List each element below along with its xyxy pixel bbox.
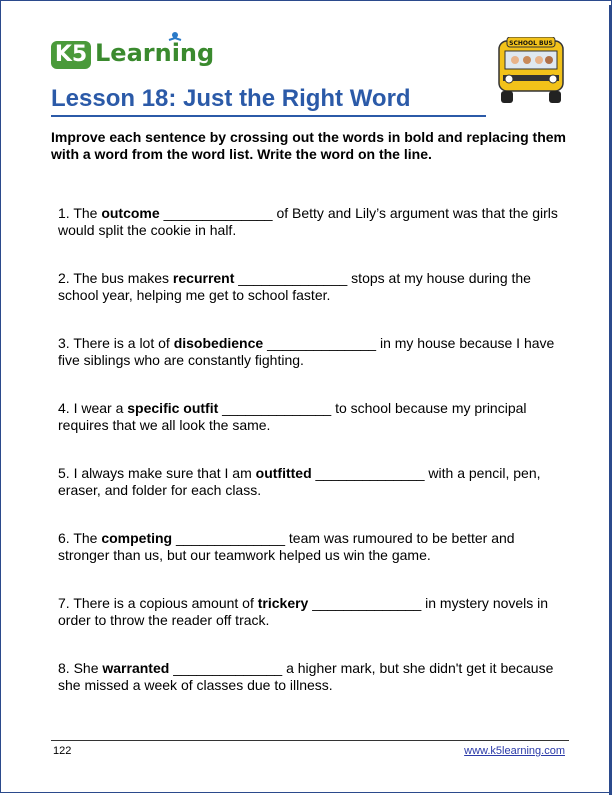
exercise-item — [58, 465, 568, 530]
footer-divider — [51, 740, 569, 741]
sentence-end: a higher mark, but she didn't get it because she missed a week of classes due to illness. — [58, 660, 554, 693]
sentence-end: in my house because I have five siblings who are constantly fighting. — [58, 335, 555, 368]
answer-blank[interactable]: ______________ — [173, 660, 283, 676]
bold-word: recurrent — [172, 270, 235, 286]
page-title: Lesson 18: Just the Right Word — [51, 85, 411, 112]
logo-figure-icon — [167, 31, 183, 47]
bold-word: outfitted — [255, 465, 312, 481]
bold-word: competing — [101, 530, 173, 546]
page-number: 122 — [53, 745, 72, 757]
sentence-start: 3. There is a lot of — [58, 335, 174, 351]
bold-word: disobedience — [173, 335, 264, 351]
sentence-end: in mystery novels in order to throw the reader off track. — [58, 595, 549, 628]
sentence-end: of Betty and Lily’s argument was that the girls would split the cookie in half. — [58, 205, 558, 238]
answer-blank[interactable]: ______________ — [238, 270, 348, 286]
answer-blank[interactable]: ______________ — [176, 530, 286, 546]
bus-sign: SCHOOL BUS — [509, 40, 553, 47]
sentence-end: team was rumoured to be better and stronger than us, but our teamwork helped us win the game. — [58, 530, 515, 563]
answer-blank[interactable]: ______________ — [267, 335, 377, 351]
sentence-start: 6. The — [58, 530, 102, 546]
exercise-item — [58, 400, 568, 465]
logo-learning-text: Learning — [95, 39, 215, 67]
title-underline — [51, 115, 486, 117]
exercise-item — [58, 530, 568, 595]
sentence-start: 8. She — [58, 660, 103, 676]
website-link[interactable]: www.k5learning.com — [464, 745, 565, 757]
bold-word: trickery — [257, 595, 309, 611]
sentence-start: 7. There is a copious amount of — [58, 595, 258, 611]
answer-blank[interactable]: ______________ — [222, 400, 332, 416]
bold-word: warranted — [102, 660, 170, 676]
sentence-end: with a pencil, pen, eraser, and folder for each class. — [58, 465, 541, 498]
sentence-start: 5. I always make sure that I am — [58, 465, 256, 481]
exercise-list — [58, 205, 568, 725]
sentence-end: stops at my house during the school year, helping me get to school faster. — [58, 270, 531, 303]
answer-blank[interactable]: ______________ — [312, 595, 422, 611]
logo-k5-box: K5 — [51, 41, 91, 69]
school-bus-icon — [493, 37, 569, 107]
exercise-item — [58, 335, 568, 400]
exercise-item — [58, 660, 568, 725]
exercise-item — [58, 205, 568, 270]
sentence-start: 1. The — [58, 205, 102, 221]
k5-learning-logo — [51, 37, 215, 75]
exercise-item — [58, 595, 568, 660]
exercise-item — [58, 270, 568, 335]
answer-blank[interactable]: ______________ — [315, 465, 425, 481]
bold-word: specific outfit — [127, 400, 219, 416]
sentence-end: to school because my principal requires that we all look the same. — [58, 400, 527, 433]
answer-blank[interactable]: ______________ — [163, 205, 273, 221]
bold-word: outcome — [101, 205, 160, 221]
instructions: Improve each sentence by crossing out the words in bold and replacing them with a word from the word list. Write the word on the line. — [51, 129, 566, 162]
sentence-start: 4. I wear a — [58, 400, 128, 416]
sentence-start: 2. The bus makes — [58, 270, 173, 286]
